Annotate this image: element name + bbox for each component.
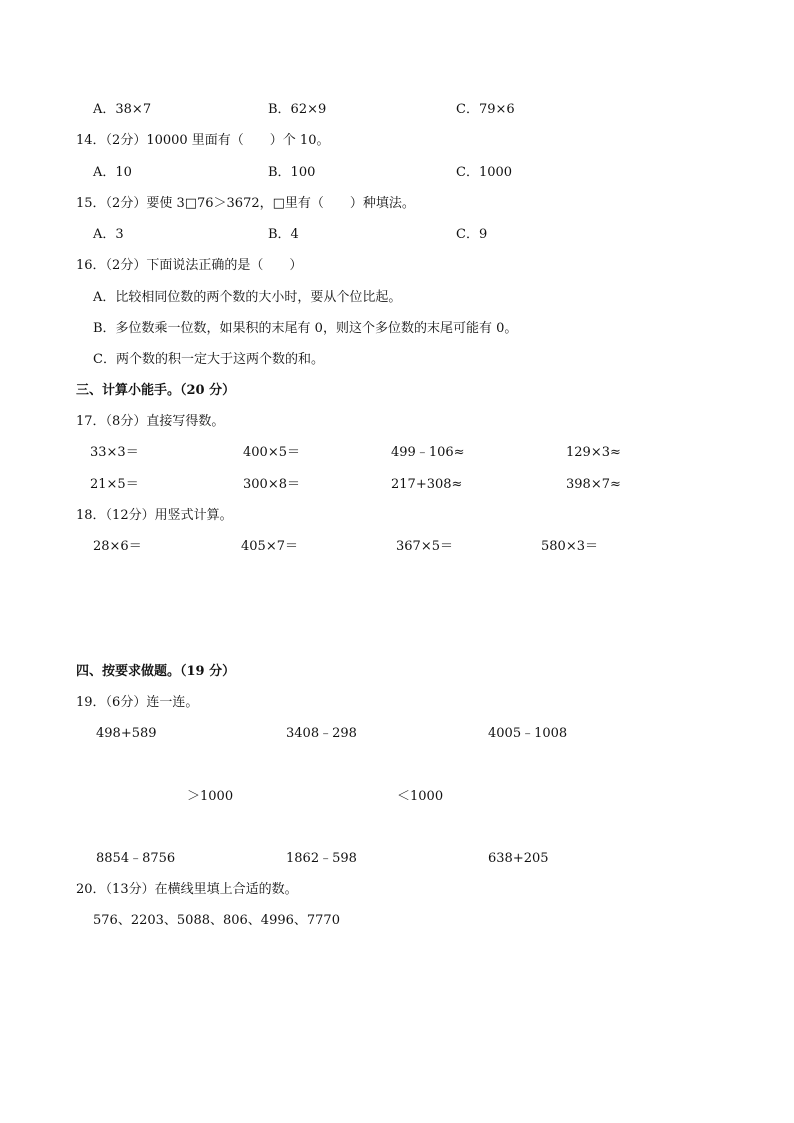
q17-item: 33×3＝ bbox=[90, 445, 139, 460]
q16-stem: 16．（2分）下面说法正确的是（ ） bbox=[76, 258, 303, 273]
section-4-title: 四、按要求做题。（19 分） bbox=[76, 664, 236, 679]
q17-item: 217+308≈ bbox=[391, 477, 463, 492]
q18-item: 580×3＝ bbox=[541, 539, 598, 554]
q20-numbers: 576、2203、5088、806、4996、7770 bbox=[93, 913, 340, 928]
q15-stem: 15．（2分）要使 3□76＞3672，□里有（ ）种填法。 bbox=[76, 196, 415, 211]
q18-item: 367×5＝ bbox=[396, 539, 453, 554]
q19-top-expression: 4005﹣1008 bbox=[488, 726, 568, 741]
q19-bottom-expression: 638+205 bbox=[488, 851, 549, 866]
q17-item: 398×7≈ bbox=[566, 477, 621, 492]
section-3-title: 三、计算小能手。（20 分） bbox=[76, 383, 236, 398]
q16-option-a: A．比较相同位数的两个数的大小时，要从个位比起。 bbox=[93, 290, 402, 305]
q16-option-b: B．多位数乘一位数，如果积的末尾有 0，则这个多位数的末尾可能有 0。 bbox=[93, 321, 518, 336]
q14-option-b: B．100 bbox=[268, 165, 316, 180]
q14-stem: 14．（2分）10000 里面有（ ）个 10。 bbox=[76, 133, 330, 148]
q14-option-c: C．1000 bbox=[456, 165, 513, 180]
q15-option-b: B．4 bbox=[268, 227, 299, 242]
q18-stem: 18．（12分）用竖式计算。 bbox=[76, 508, 233, 523]
q19-bottom-expression: 1862﹣598 bbox=[286, 851, 357, 866]
q17-item: 300×8＝ bbox=[243, 477, 300, 492]
q15-option-c: C．9 bbox=[456, 227, 488, 242]
q19-middle-target: ＞1000 bbox=[187, 789, 234, 804]
q18-item: 28×6＝ bbox=[93, 539, 142, 554]
q19-top-expression: 3408﹣298 bbox=[286, 726, 357, 741]
q19-middle-target: ＜1000 bbox=[397, 789, 444, 804]
q18-item: 405×7＝ bbox=[241, 539, 298, 554]
q14-option-a: A．10 bbox=[93, 165, 132, 180]
q19-bottom-expression: 8854﹣8756 bbox=[96, 851, 176, 866]
q20-stem: 20．（13分）在横线里填上合适的数。 bbox=[76, 882, 298, 897]
q17-item: 499﹣106≈ bbox=[391, 445, 465, 460]
q17-item: 400×5＝ bbox=[243, 445, 300, 460]
q13-option-a: A．38×7 bbox=[93, 102, 152, 117]
q17-stem: 17．（8分）直接写得数。 bbox=[76, 414, 225, 429]
q17-item: 21×5＝ bbox=[90, 477, 139, 492]
q13-option-c: C．79×6 bbox=[456, 102, 515, 117]
q13-option-b: B．62×9 bbox=[268, 102, 327, 117]
q19-top-expression: 498+589 bbox=[96, 726, 157, 741]
q15-option-a: A．3 bbox=[93, 227, 124, 242]
q16-option-c: C．两个数的积一定大于这两个数的和。 bbox=[93, 352, 324, 367]
q19-stem: 19．（6分）连一连。 bbox=[76, 695, 199, 710]
q17-item: 129×3≈ bbox=[566, 445, 621, 460]
